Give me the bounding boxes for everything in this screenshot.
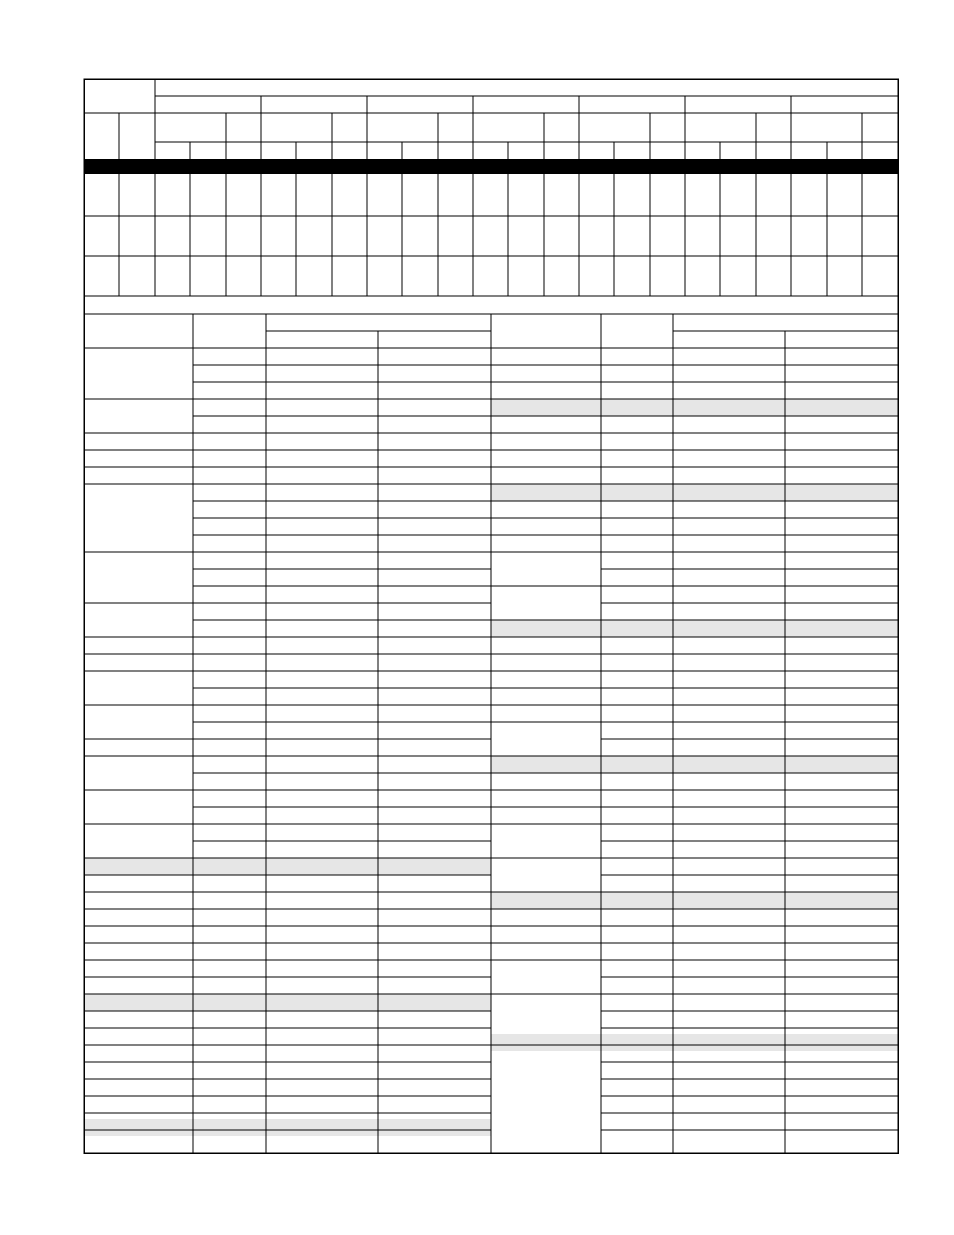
left-section-band	[84, 994, 491, 1011]
right-section-band	[491, 620, 898, 637]
right-section-band	[491, 756, 898, 773]
right-section-band	[491, 892, 898, 909]
left-section-band	[84, 858, 491, 875]
black-separator-bar	[84, 159, 898, 174]
right-section-band	[491, 1034, 898, 1051]
right-section-band	[491, 399, 898, 416]
left-section-band	[84, 1119, 491, 1136]
lower-left-table	[84, 314, 491, 1153]
right-section-band	[491, 484, 898, 501]
black-bar	[84, 159, 898, 174]
upper-grid-table	[84, 79, 898, 314]
lower-right-table	[491, 314, 898, 1153]
